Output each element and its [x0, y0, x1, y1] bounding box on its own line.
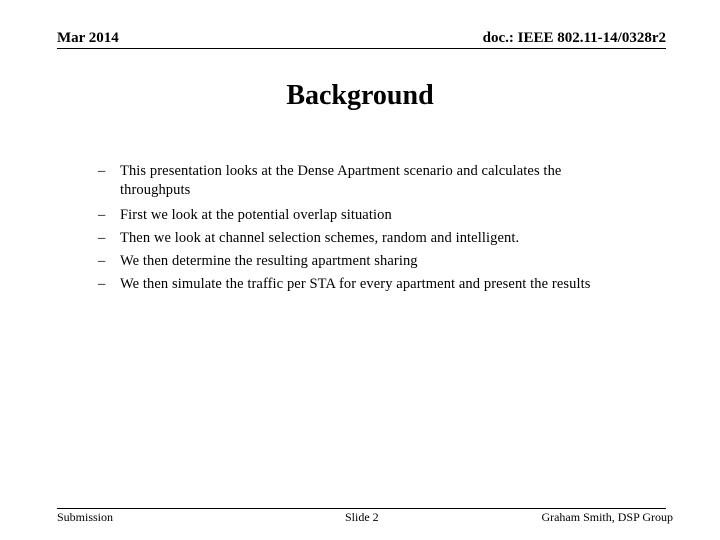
bullet-item — [98, 227, 628, 250]
bullet-marker: – — [98, 207, 106, 223]
bullet-list — [98, 162, 628, 296]
header-date: Mar 2014 — [57, 30, 119, 46]
bullet-item — [98, 204, 628, 227]
bullet-text: We then simulate the traffic per STA for every apartment and present the results — [120, 276, 591, 292]
bullet-marker: – — [98, 230, 106, 246]
bullet-text: This presentation looks at the Dense Apartment scenario and calculates the throughputs — [120, 163, 562, 198]
header-divider — [57, 48, 666, 49]
slide-title: Background — [286, 80, 434, 111]
bullet-text: We then determine the resulting apartment sharing — [120, 253, 418, 269]
footer-divider — [57, 508, 666, 509]
footer-slide-number: Slide 2 — [345, 510, 379, 524]
bullet-marker: – — [98, 163, 106, 179]
bullet-marker: – — [98, 276, 106, 292]
bullet-item — [98, 162, 628, 200]
bullet-item — [98, 250, 628, 273]
footer-submission: Submission — [57, 510, 114, 524]
bullet-text: First we look at the potential overlap situation — [120, 207, 392, 223]
header-doc-id: doc.: IEEE 802.11-14/0328r2 — [482, 30, 666, 46]
bullet-text: Then we look at channel selection schemes, random and intelligent. — [120, 230, 520, 246]
bullet-marker: – — [98, 253, 106, 269]
bullet-item — [98, 273, 628, 296]
footer-author: Graham Smith, DSP Group — [541, 510, 673, 524]
